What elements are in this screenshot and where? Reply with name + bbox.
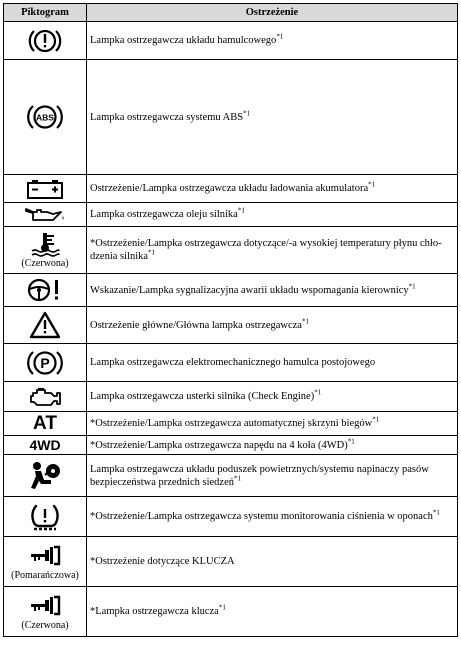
footnote: *1 xyxy=(234,474,242,482)
row-text: Lampka ostrzegawcza układu poduszek powietrznych/systemu napinaczy pasów bezpieczeństwa przednich siedzeń xyxy=(90,463,429,488)
footnote: *1 xyxy=(301,317,309,325)
row-text: *Ostrzeżenie/Lampka ostrzegawcza dotyczące/-a wysokiej temperatury płynu chło-dzenia silnika xyxy=(90,238,442,262)
row-text: Ostrzeżenie główne/Główna lampka ostrzegawcza xyxy=(90,319,302,331)
table-row xyxy=(4,22,458,60)
table-row xyxy=(4,497,458,537)
check-engine-icon xyxy=(25,385,65,409)
table-row xyxy=(4,344,458,382)
master-warning-icon xyxy=(28,310,62,340)
row-text: *Ostrzeżenie dotyczące KLUCZA xyxy=(90,556,235,567)
table-row xyxy=(4,537,458,587)
table-header-row xyxy=(4,4,458,22)
table-row xyxy=(4,587,458,637)
abs-icon xyxy=(27,102,63,132)
header-pictogram: Piktogram xyxy=(4,4,87,22)
parking-brake-icon xyxy=(27,348,63,378)
svg-text:ABS: ABS xyxy=(36,112,54,123)
table-row xyxy=(4,60,458,175)
table-row xyxy=(4,455,458,497)
footnote: *1 xyxy=(408,282,416,290)
table-row xyxy=(4,436,458,455)
key-warning-icon xyxy=(26,543,64,569)
tire-pressure-icon xyxy=(28,502,62,532)
airbag-icon xyxy=(27,460,63,492)
brake-warning-icon xyxy=(28,26,62,56)
4wd-icon: 4WD xyxy=(29,436,61,453)
at-icon: AT xyxy=(33,412,57,434)
table-row xyxy=(4,382,458,412)
row-text: Wskazanie/Lampka sygnalizacyjna awarii układu wspomagania kierownicy xyxy=(90,284,409,296)
footnote: *1 xyxy=(276,32,284,41)
row-text: Lampka ostrzegawcza oleju silnika xyxy=(90,209,238,220)
table-row xyxy=(4,307,458,344)
key-warning-icon xyxy=(26,593,64,619)
footnote: *1 xyxy=(314,388,322,397)
battery-icon xyxy=(25,178,65,200)
icon-caption: (Czerwona) xyxy=(21,619,69,631)
row-text: Lampka ostrzegawcza usterki silnika (Check Engine) xyxy=(90,391,315,402)
footnote: *1 xyxy=(237,206,245,215)
steering-warning-icon xyxy=(24,277,66,303)
row-text: Ostrzeżenie/Lampka ostrzegawcza układu ładowania akumulatora xyxy=(90,183,369,194)
row-text: Lampka ostrzegawcza układu hamulcowego xyxy=(90,35,277,46)
coolant-temperature-icon xyxy=(27,231,63,257)
row-text: *Ostrzeżenie/Lampka ostrzegawcza napędu na 4 koła (4WD) xyxy=(90,439,348,451)
table-row xyxy=(4,203,458,227)
footnote: *1 xyxy=(218,603,226,612)
row-text: Lampka ostrzegawcza systemu ABS xyxy=(90,111,244,123)
footnote: *1 xyxy=(368,180,376,189)
footnote: *1 xyxy=(347,437,355,445)
footnote: *1 xyxy=(148,248,156,257)
table-row xyxy=(4,227,458,274)
oil-can-icon xyxy=(23,206,67,224)
table-row xyxy=(4,412,458,436)
row-text: *Ostrzeżenie/Lampka ostrzegawcza automatycznej skrzyni biegów xyxy=(90,418,373,429)
header-warning: Ostrzeżenie xyxy=(87,4,458,22)
footnote: *1 xyxy=(372,415,380,424)
table-row xyxy=(4,274,458,307)
warning-lights-table xyxy=(3,3,458,637)
table-row xyxy=(4,175,458,203)
footnote: *1 xyxy=(432,508,440,517)
icon-caption: (Czerwona) xyxy=(21,258,69,269)
row-text: *Ostrzeżenie/Lampka ostrzegawcza systemu monitorowania ciśnienia w oponach xyxy=(90,511,433,522)
icon-caption: (Pomarańczowa) xyxy=(11,569,79,581)
svg-text:P: P xyxy=(40,354,50,371)
footnote: *1 xyxy=(243,109,251,117)
row-text: Lampka ostrzegawcza elektromechanicznego hamulca postojowego xyxy=(90,357,376,368)
row-text: *Lampka ostrzegawcza klucza xyxy=(90,606,219,617)
